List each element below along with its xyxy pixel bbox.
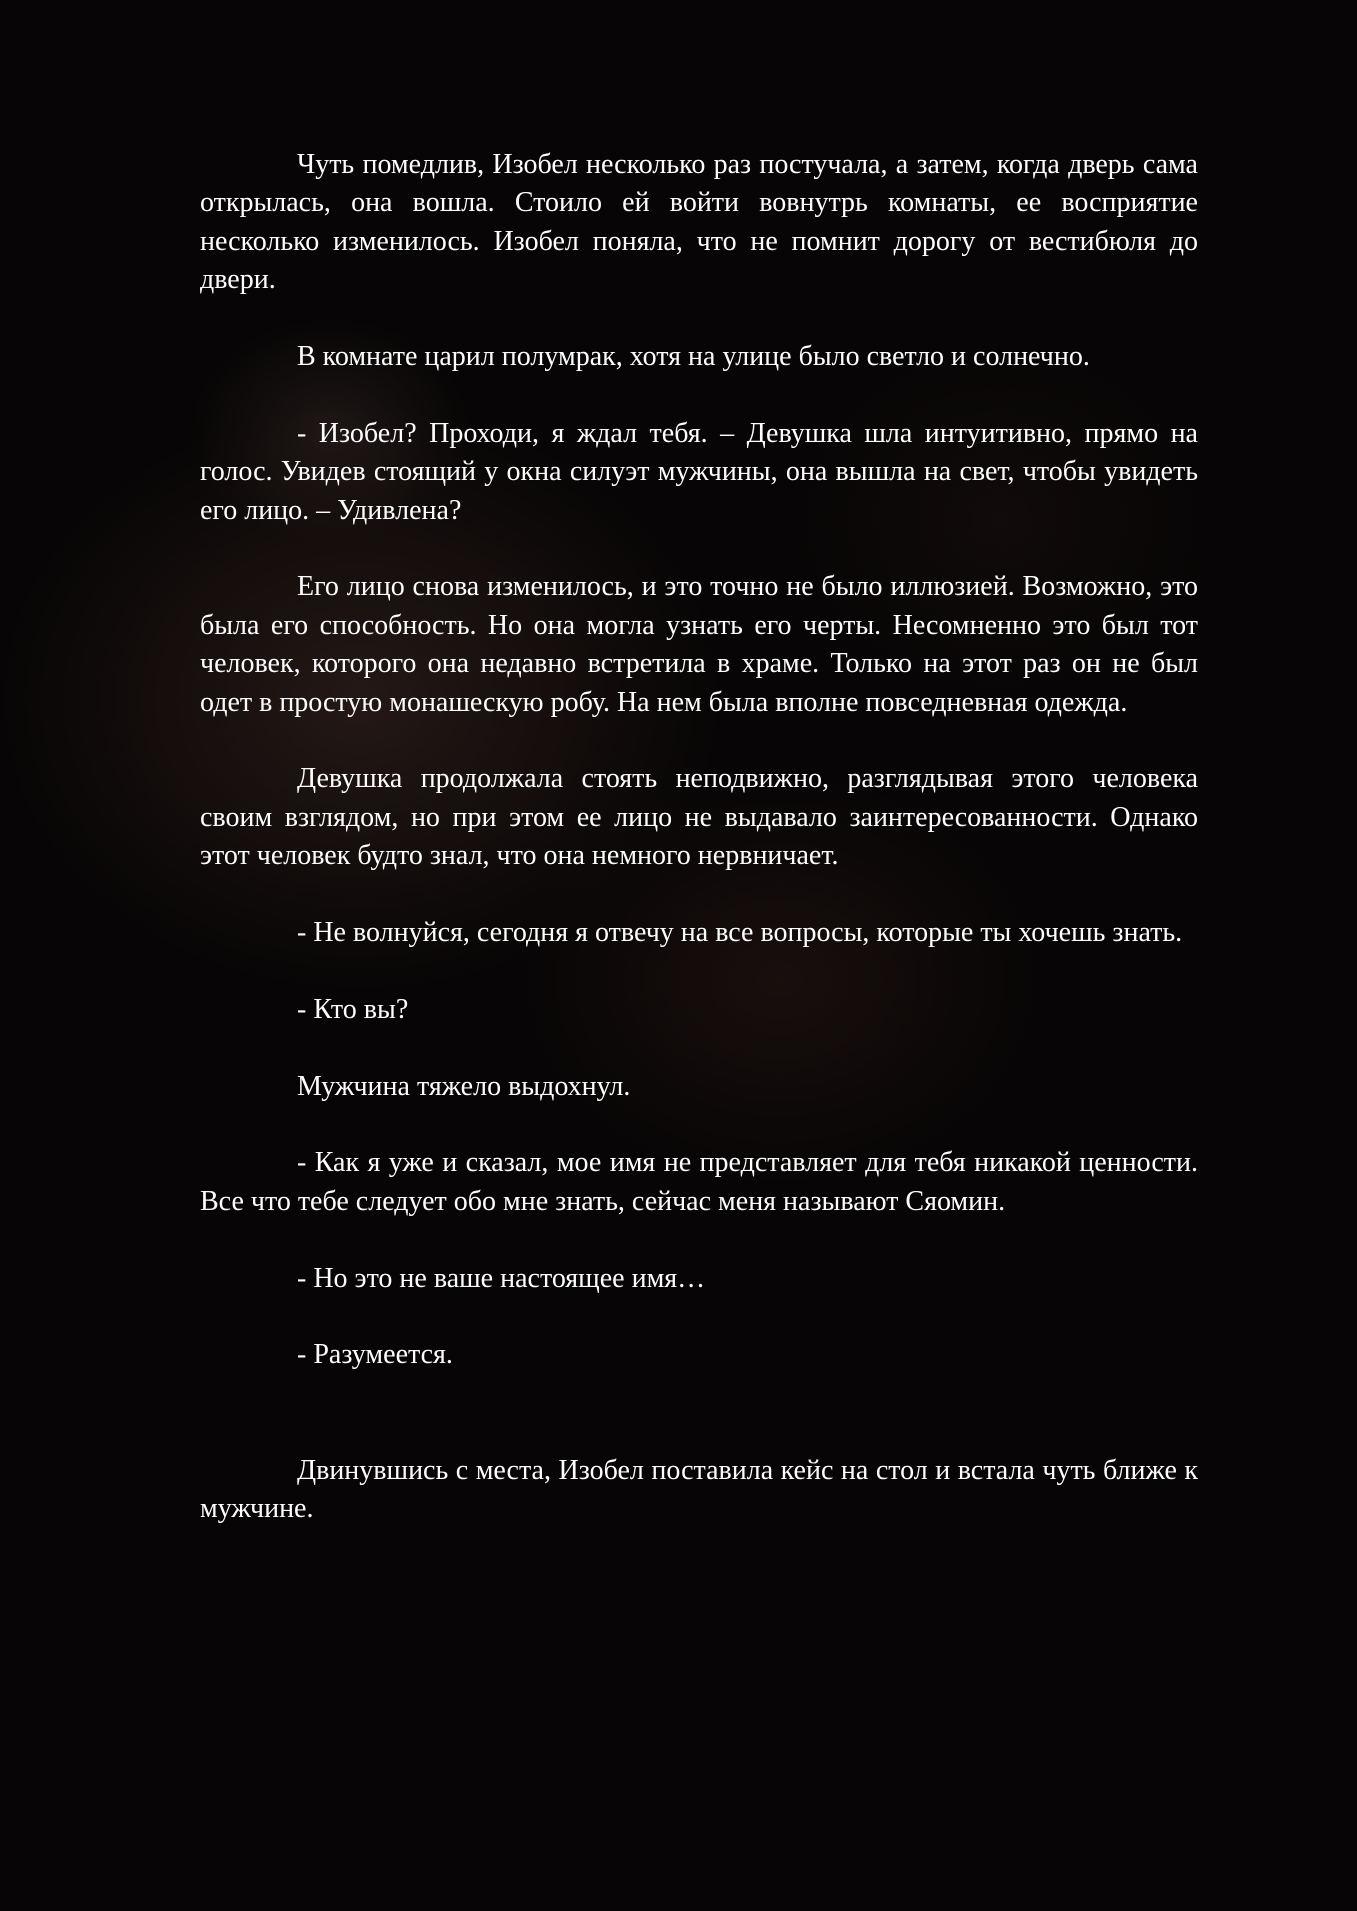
paragraph: - Не волнуйся, сегодня я отвечу на все вопросы, которые ты хочешь знать. — [297, 917, 1183, 949]
paragraph: - Разумеется. — [297, 1339, 453, 1371]
paragraph: В комнате царил полумрак, хотя на улице было светло и солнечно. — [297, 341, 1090, 373]
paragraph: - Но это не ваше настоящее имя… — [297, 1262, 706, 1294]
paragraph: - Изобел? Проходи, я ждал тебя. – Девушка шла интуитивно, прямо на голос. Увидев стоящий у окна силуэт мужчины, она вышла на свет, чтобы увидеть его лицо. – Удивлена? — [200, 417, 1198, 526]
paragraph: Чуть помедлив, Изобел несколько раз постучала, а затем, когда дверь сама открылась, она вошла. Стоило ей войти вовнутрь комнаты, ее восприятие несколько изменилось. Изобел поняла, что не помнит дорогу от вестибюля до двери. — [200, 149, 1198, 296]
paragraph: Двинувшись с места, Изобел поставила кейс на стол и встала чуть ближе к мужчине. — [200, 1454, 1198, 1525]
document-page — [200, 146, 1198, 1567]
paragraph: Его лицо снова изменилось, и это точно не было иллюзией. Возможно, это была его способность. Но она могла узнать его черты. Несомненно это был тот человек, которого она недавно встретила в храме. Только на этот раз он не был одет в простую монашескую робу. На нем была вполне повседневная одежда. — [200, 571, 1198, 718]
paragraph: Мужчина тяжело выдохнул. — [297, 1070, 631, 1102]
paragraph: Девушка продолжала стоять неподвижно, разглядывая этого человека своим взглядом, но при этом ее лицо не выдавало заинтересованности. Однако этот человек будто знал, что она немного нервничает. — [200, 763, 1198, 872]
paragraph: - Как я уже и сказал, мое имя не представляет для тебя никакой ценности. Все что тебе следует обо мне знать, сейчас меня называют Сяомин. — [200, 1147, 1198, 1217]
paragraph: - Кто вы? — [297, 993, 409, 1025]
